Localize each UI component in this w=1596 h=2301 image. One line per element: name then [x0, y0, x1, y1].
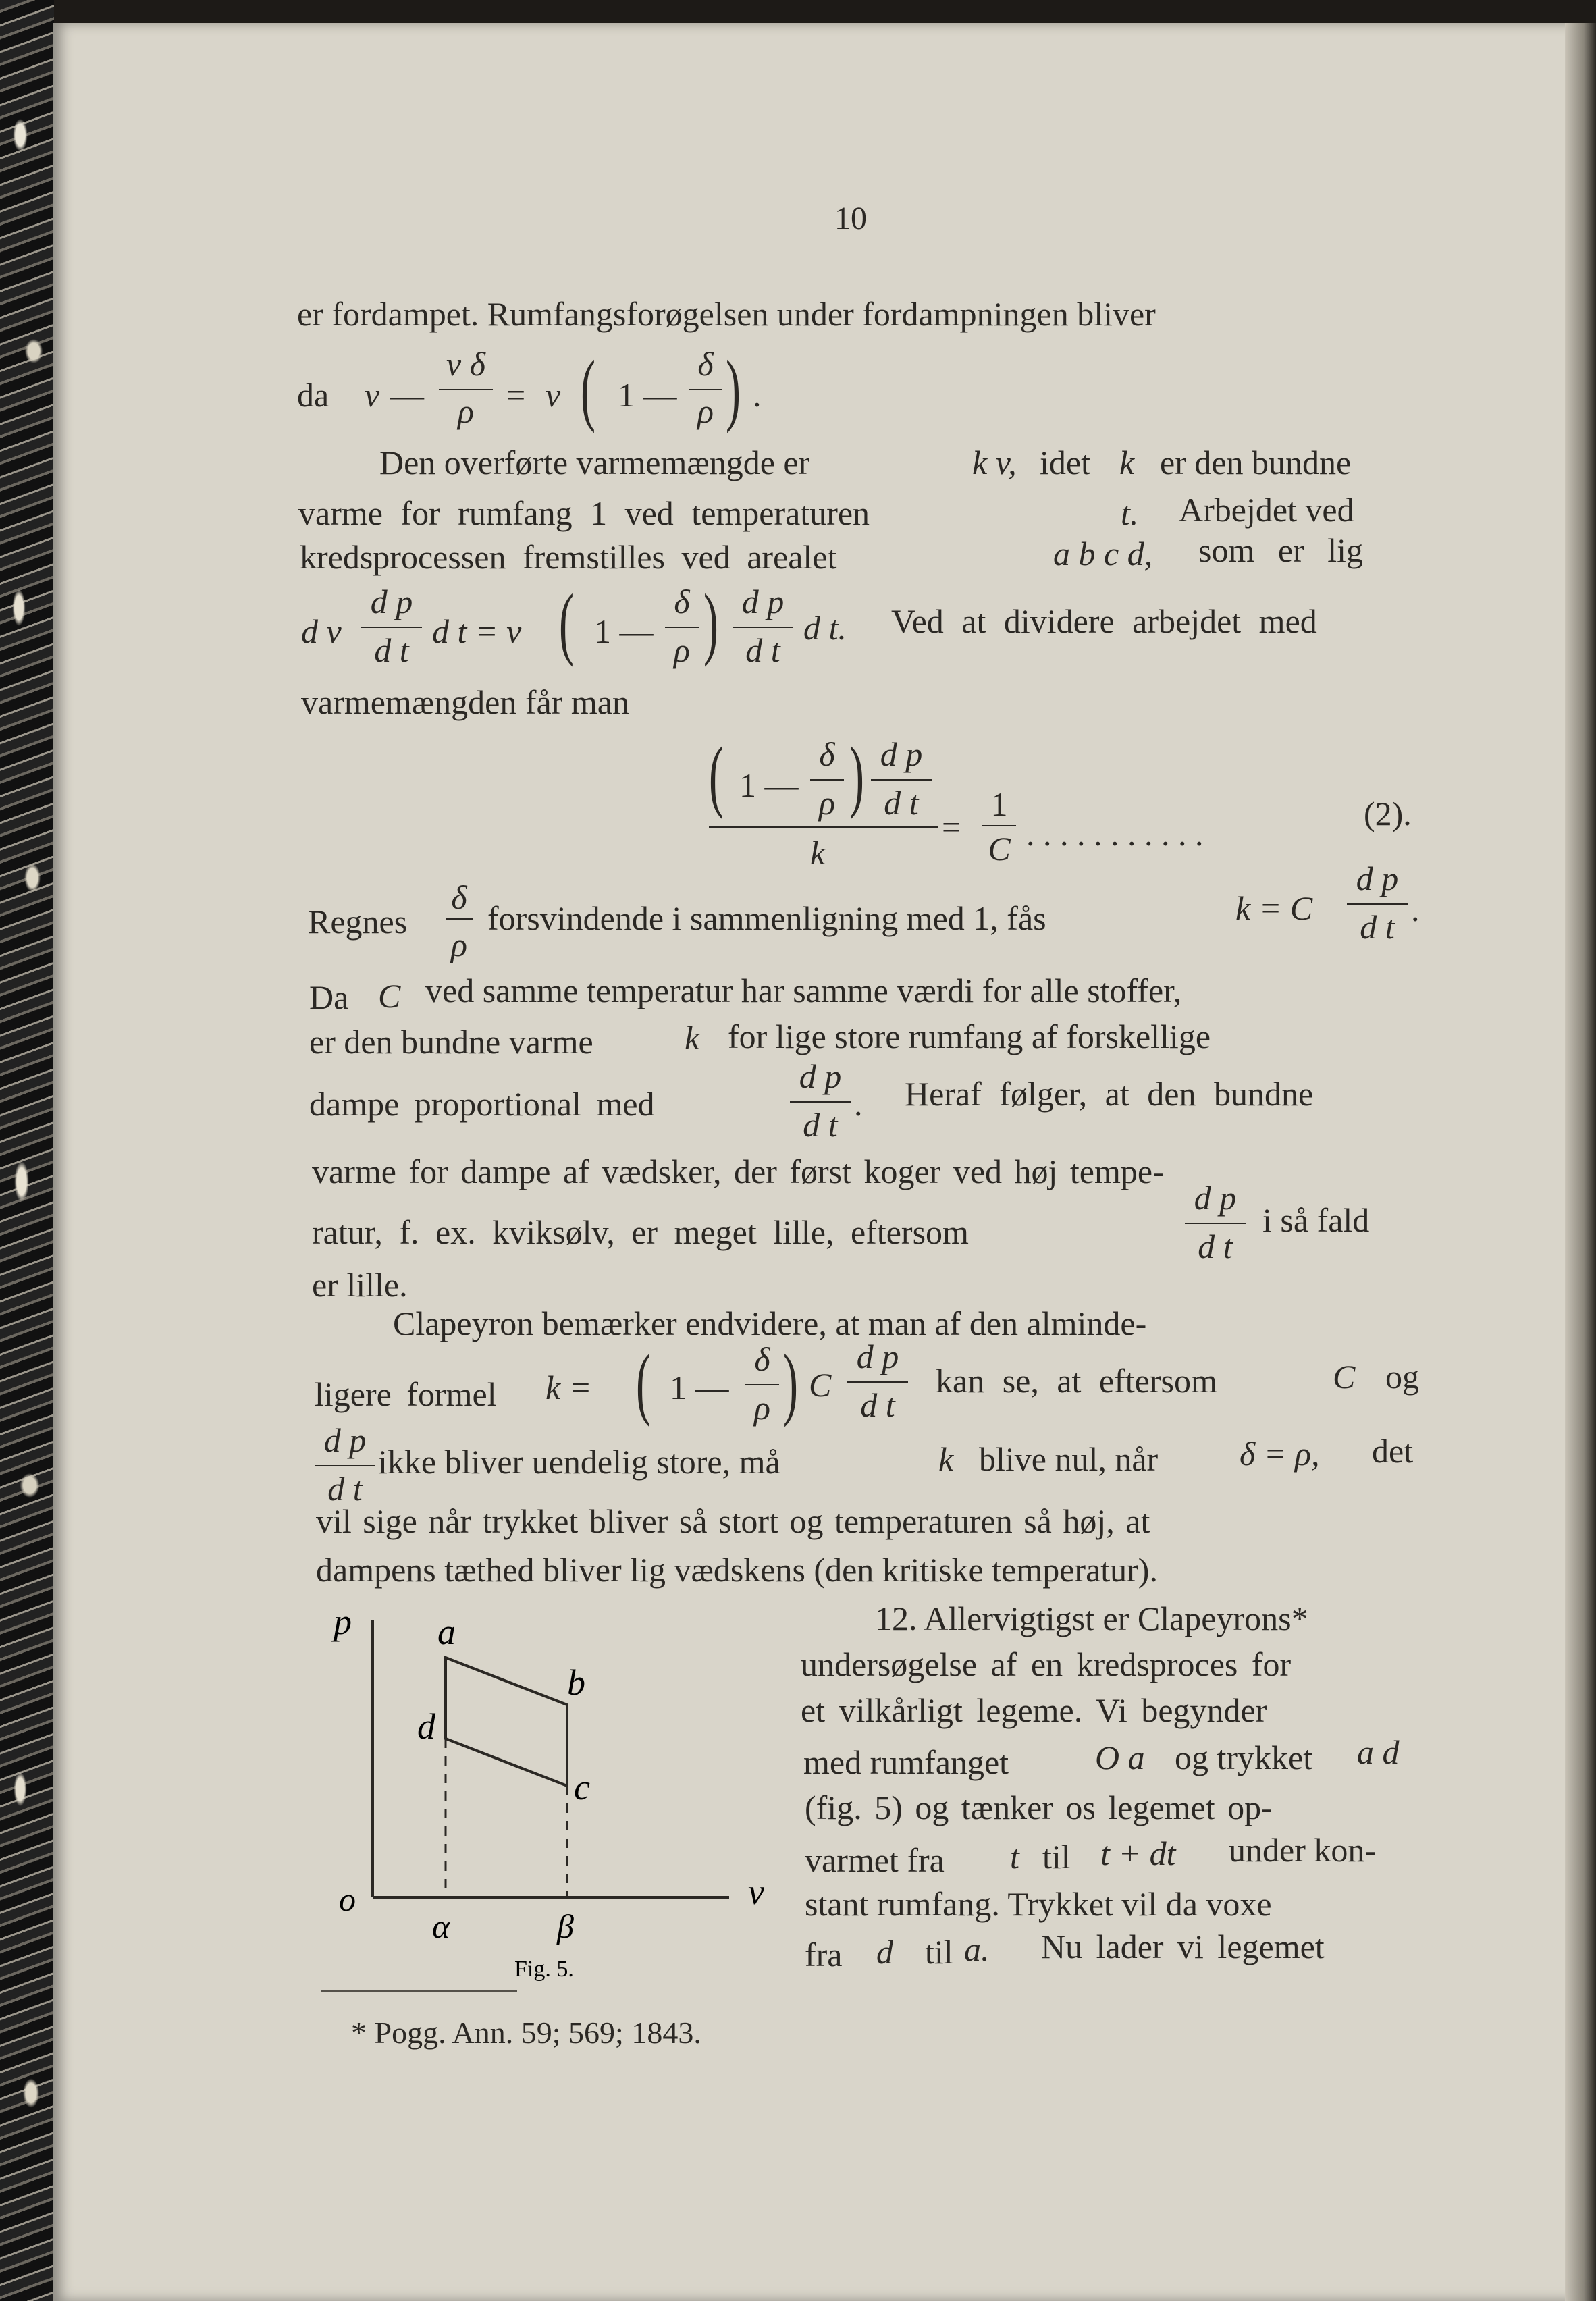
page-edge — [1565, 23, 1596, 2301]
frac-vdelta-rho: v δ ρ — [439, 344, 493, 425]
frac-dp-dt: d p d t — [871, 735, 932, 822]
text-line-4: varme for rumfang 1 ved temperaturen — [298, 494, 870, 532]
text-line-5: kredsprocessen fremstilles ved arealet — [300, 538, 837, 576]
frac-delta-rho: δ ρ — [810, 735, 844, 822]
frac-dp-dt: d p d t — [361, 582, 422, 670]
frac-delta-rho: δ ρ — [745, 1340, 779, 1427]
label-b: b — [567, 1662, 585, 1703]
figure-caption: Fig. 5. — [514, 1957, 574, 1982]
page-number: 10 — [834, 201, 867, 236]
text-line-3: Den overførte varmemængde er — [379, 444, 810, 481]
footnote-rule — [321, 1990, 517, 1992]
label-d: d — [417, 1706, 435, 1747]
text-line-1: er fordampet. Rumfangsforøgelsen under fordampningen bliver — [297, 295, 1156, 333]
book-binding — [0, 0, 54, 2301]
frac-dp-dt: d p d t — [733, 582, 793, 670]
main-fraction-bar — [709, 826, 938, 828]
figure-5-pv-diagram — [324, 1604, 783, 1982]
frac-dp-dt: d p d t — [1347, 859, 1408, 947]
paren-open: ( — [581, 344, 595, 433]
math-v: v — [365, 376, 380, 414]
frac-dp-dt: d p d t — [790, 1057, 851, 1144]
math-v: v — [546, 376, 561, 414]
label-p: p — [334, 1604, 352, 1642]
label-v: v — [748, 1872, 764, 1912]
frac-dp-dt: d p d t — [1185, 1178, 1246, 1266]
label-c: c — [574, 1767, 590, 1807]
frac-one-C: 1 C — [982, 785, 1016, 872]
frac-delta-rho: δ ρ — [665, 582, 699, 670]
math-one-minus: 1 — — [618, 376, 677, 414]
label-alpha: α — [432, 1907, 450, 1945]
text-line-7: varmemængden får man — [301, 683, 629, 721]
label-origin: o — [339, 1880, 356, 1918]
frac-delta-rho: δ ρ — [689, 344, 722, 425]
text-da: da — [297, 376, 329, 414]
frac-dp-dt: d p d t — [847, 1337, 908, 1425]
paren-close: ) — [726, 344, 741, 433]
label-beta: β — [557, 1907, 574, 1945]
footnote: * Pogg. Ann. 59; 569; 1843. — [351, 2015, 701, 2050]
label-a: a — [437, 1612, 456, 1652]
math-eq: = — [506, 376, 526, 414]
frac-delta-rho: δ ρ — [446, 878, 473, 959]
frac-dp-dt: d p d t — [315, 1421, 375, 1508]
dot-leader: . . . . . . . . . . . — [1026, 815, 1204, 853]
equation-label: (2). — [1364, 795, 1412, 832]
math-minus: — — [390, 376, 424, 414]
cycle-abcd — [446, 1658, 567, 1786]
